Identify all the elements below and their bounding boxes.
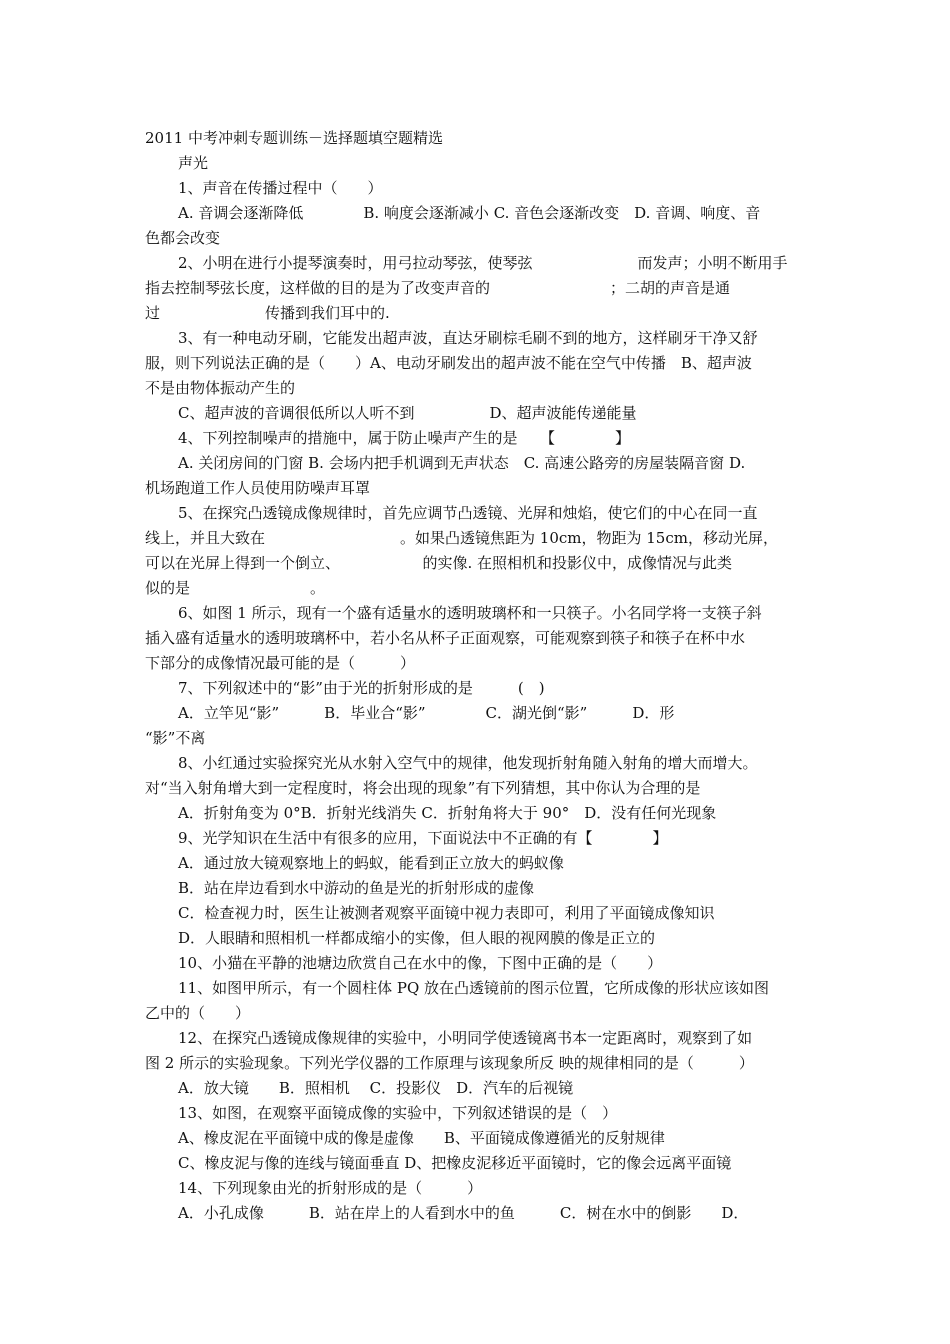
text-line: A. 关闭房间的门窗 B. 会场内把手机调到无声状态 C. 高速公路旁的房屋装隔音窗 D. [178,454,746,472]
text-line: C．检查视力时，医生让被测者观察平面镜中视力表即可，利用了平面镜成像知识 [178,904,715,922]
text-line: 7、下列叙述中的“影”由于光的折射形成的是 ( ) [178,679,545,697]
text-line: 8、小红通过实验探究光从水射入空气中的规律，他发现折射角随入射角的增大而增大。 [178,754,758,772]
text-line: 对“当入射角增大到一定程度时，将会出现的现象”有下列猜想，其中你认为合理的是 [145,779,701,797]
text-line: A．通过放大镜观察地上的蚂蚁，能看到正立放大的蚂蚁像 [178,854,564,872]
text-line: C、橡皮泥与像的连线与镜面垂直 D、把橡皮泥移近平面镜时，它的像会远离平面镜 [178,1154,732,1172]
text-line: 色都会改变 [145,229,221,247]
text-line: 1、声音在传播过程中（ ） [178,179,383,197]
text-line: 图 2 所示的实验现象。下列光学仪器的工作原理与该现象所反 映的规律相同的是（ ） [145,1054,754,1072]
text-line: 10、小猫在平静的池塘边欣赏自己在水中的像，下图中正确的是（ ） [178,954,663,972]
text-line: 不是由物体振动产生的 [145,379,296,397]
section-heading: 声光 [178,154,209,172]
text-line: 4、下列控制噪声的措施中，属于防止噪声产生的是 【 】 [178,429,631,447]
text-line: 似的是 。 [145,579,326,597]
text-line: 2、小明在进行小提琴演奏时，用弓拉动琴弦，使琴弦 而发声；小明不断用手 [178,254,788,272]
text-line: 3、有一种电动牙刷，它能发出超声波，直达牙刷棕毛刷不到的地方，这样刷牙干净又舒 [178,329,758,347]
text-line: 14、下列现象由光的折射形成的是（ ） [178,1179,483,1197]
text-line: A. 音调会逐渐降低 B. 响度会逐渐减小 C. 音色会逐渐改变 D. 音调、响度、音 [178,204,761,222]
text-line: 插入盛有适量水的透明玻璃杯中，若小名从杯子正面观察，可能观察到筷子和筷子在杯中水 [145,629,746,647]
text-line: 服，则下列说法正确的是（ ）A、电动牙刷发出的超声波不能在空气中传播 B、超声波 [145,354,752,372]
text-line: 下部分的成像情况最可能的是（ ） [145,654,416,672]
text-line: 13、如图，在观察平面镜成像的实验中，下列叙述错误的是（ ） [178,1104,618,1122]
text-line: B．站在岸边看到水中游动的鱼是光的折射形成的虚像 [178,879,535,897]
text-line: 线上，并且大致在 。如果凸透镜焦距为 10cm，物距为 15cm，移动光屏， [145,529,778,547]
text-line: A、橡皮泥在平面镜中成的像是虚像 B、平面镜成像遵循光的反射规律 [178,1129,665,1147]
text-line: A．放大镜 B．照相机 C．投影仪 D．汽车的后视镜 [178,1079,574,1097]
text-line: 11、如图甲所示，有一个圆柱体 PQ 放在凸透镜前的图示位置，它所成像的形状应该如图 [178,979,770,997]
text-line: A．立竿见“影” B．毕业合“影” C．湖光倒“影” D．形 [178,704,675,722]
text-line: 可以在光屏上得到一个倒立、 的实像. 在照相机和投影仪中，成像情况与此类 [145,554,733,572]
text-line: A．折射角变为 0°B．折射光线消失 C．折射角将大于 90° D．没有任何光现象 [178,804,717,822]
document-title: 2011 中考冲刺专题训练－选择题填空题精选 [145,129,443,147]
text-line: C、超声波的音调很低所以人听不到 D、超声波能传递能量 [178,404,637,422]
text-line: 12、在探究凸透镜成像规律的实验中，小明同学使透镜离书本一定距离时，观察到了如 [178,1029,753,1047]
text-line: 6、如图 1 所示，现有一个盛有适量水的透明玻璃杯和一只筷子。小名同学将一支筷子斜 [178,604,762,622]
text-line: 过 传播到我们耳中的. [145,304,390,322]
text-line: D．人眼睛和照相机一样都成缩小的实像，但人眼的视网膜的像是正立的 [178,929,656,947]
text-line: 乙中的（ ） [145,1004,251,1022]
text-line: A．小孔成像 B．站在岸上的人看到水中的鱼 C．树在水中的倒影 D． [178,1204,749,1222]
text-line: 指去控制琴弦长度，这样做的目的是为了改变声音的 ；二胡的声音是通 [145,279,731,297]
text-line: 9、光学知识在生活中有很多的应用，下面说法中不正确的有【 】 [178,829,668,847]
text-line: 机场跑道工作人员使用防噪声耳罩 [145,479,371,497]
text-line: “影”不离 [145,729,206,747]
text-line: 5、在探究凸透镜成像规律时，首先应调节凸透镜、光屏和烛焰，使它们的中心在同一直 [178,504,758,522]
